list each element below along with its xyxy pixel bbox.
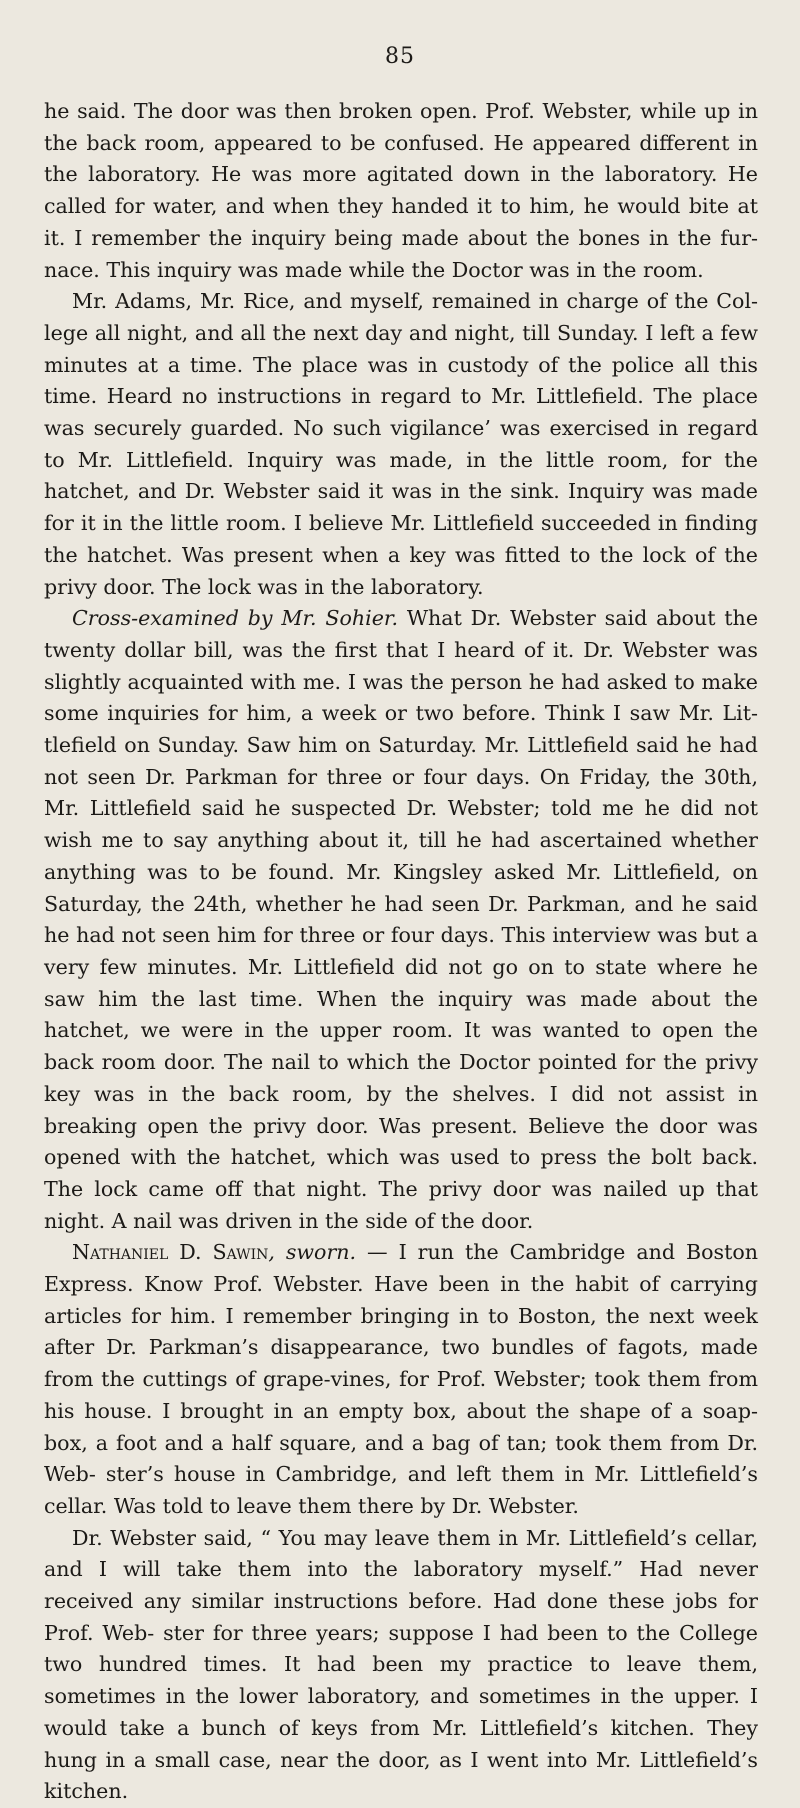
witness-sworn: , sworn. — [268, 1240, 357, 1265]
paragraph-2: Mr. Adams, Mr. Rice, and myself, remained in charge of the Col- lege all night, and all the next day and night, till Sunday. I left a few minutes at a time. The place was in custody of the police all this time. Heard no instructions in regard to Mr. Littlefield. The place was securely guarded. No such vigilance’ was exercised in regard to Mr. Littlefield. Inquiry was made, in the little room, for the hatchet, and Dr. Webster said it was in the sink. Inquiry was made for it in the little room. I believe Mr. Littlefield succeeded in finding the hatchet. Was present when a key was fitted to the lock of the privy door. The lock was in the laboratory. — [44, 289, 758, 599]
cross-examination-lead: Cross-examined by Mr. Sohier. — [72, 606, 399, 631]
cross-examination-text: What Dr. Webster said about the twenty dollar bill, was the first that I heard of it. Dr. Webster was slightly acquainted with me. I was the person he had asked to make some inquiries for him, a week or two before. Think I saw Mr. Lit- tlefield on Sunday. Saw him on Saturday. Mr. Littlefield said he had not seen Dr. Parkman for three or four days. On Friday, the 30th, Mr. Littlefield said he suspected Dr. Webster; told me he did not wish me to say anything about it, till he had ascertained whether anything was to be found. Mr. Kingsley asked Mr. Littlefield, on Saturday, the 24th, whether he had seen Dr. Parkman, and he said he had not seen him for three or four days. This interview was but a very few minutes. Mr. Littlefield did not go on to state where he saw him the last time. When the inquiry was made about the hatchet, we were in the upper room. It was wanted to open the back room door. The nail to which the Doctor pointed for the privy key was in the back room, by the shelves. I did not assist in breaking open the privy door. Was present. Believe the door was opened with the hatchet, which was used to press the bolt back. The lock came off that night. The privy door was nailed up that night. A nail was driven in the side of the door. — [44, 606, 759, 1233]
witness-testimony: — I run the Cambridge and Boston Express. Know Prof. Webster. Have been in the habit of carrying articles for him. I remember bringing in to Boston, the next week after Dr. Parkman’s disappearance, two bundles of fagots, made from the cuttings of grape-vines, for Prof. Webster; took them from his house. I brought in an empty box, about the shape of a soap-box, a foot and a half square, and a bag of tan; took them from Dr. Web- ster’s house in Cambridge, and left them in Mr. Littlefield’s cellar. Was told to leave them there by Dr. Webster. — [44, 1240, 759, 1518]
page-number: 85 — [385, 44, 415, 69]
witness-name: Nathaniel D. Sawin — [72, 1240, 269, 1265]
cross-examination-paragraph — [44, 603, 758, 1237]
final-paragraph: Dr. Webster said, “ You may leave them in Mr. Littlefield’s cellar, and I will take them into the laboratory myself.” Had never received any similar instructions before. Had done these jobs for Prof. Web- ster for three years; suppose I had been to the College two hundred times. It had been my practice to leave them, sometimes in the lower laboratory, and sometimes in the upper. I would take a bunch of keys from Mr. Littlefield’s kitchen. They hung in a small case, near the door, as I went into Mr. Littlefield’s kitchen. — [44, 1525, 758, 1804]
body-text — [44, 96, 758, 1808]
paragraph-1: he said. The door was then broken open. Prof. Webster, while up in the back room, appeared to be confused. He appeared different in the laboratory. He was more agitated down in the laboratory. He called for water, and when they handed it to him, he would bite at it. I remember the inquiry being made about the bones in the fur- nace. This inquiry was made while the Doctor was in the room. — [44, 99, 758, 282]
witness-paragraph — [44, 1237, 758, 1522]
